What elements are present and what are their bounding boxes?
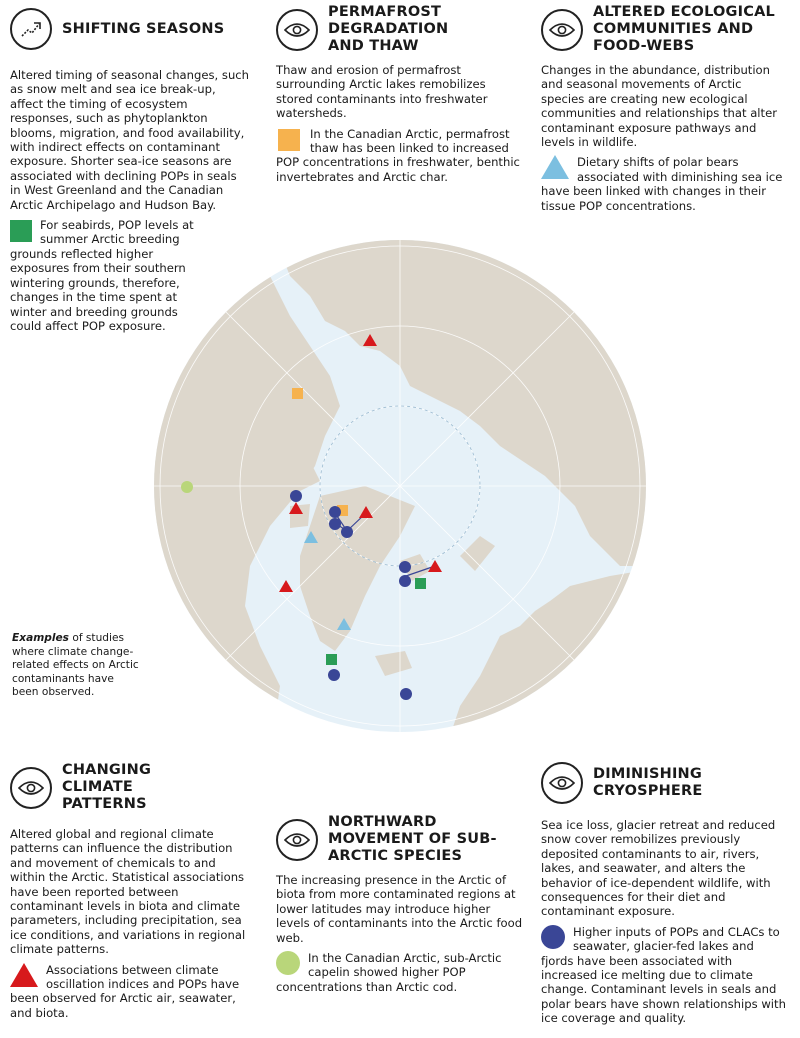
climate-patterns-body: Altered global and regional climate patterns can influence the distribution and movement of chemicals to and within the Arctic. Statistical associations have been reported between contaminant levels in biota and climate parameters, including precipitation, sea ice conditions, and variations in regional climate patterns. [10,827,246,957]
northward-movement-title: NORTHWARD MOVEMENT OF SUB-ARCTIC SPECIES [328,814,497,864]
eye-icon [541,9,583,51]
orange-square-marker [292,388,303,399]
eye-icon [10,767,52,809]
navy-circle-marker [541,925,565,949]
cryosphere-note [541,925,786,1026]
red-triangle-marker [10,963,38,987]
shifting-seasons-header [10,8,250,50]
altered-communities-header [541,4,786,55]
navy-circle-marker [328,669,340,681]
shifting-seasons-title: SHIFTING SEASONS [62,20,225,37]
northward-movement-note-text: In the Canadian Arctic, sub-Arctic capelin showed higher POP concentrations than Arctic cod. [276,951,502,994]
permafrost-title: PERMAFROST DEGRADATION AND THAW [328,4,449,54]
altered-communities-body: Changes in the abundance, distribution and seasonal movements of Arctic species are creating new ecological communities and relationships that alter contaminant exposure pathways and levels in wildlife. [541,63,777,150]
cryosphere-note-text: Higher inputs of POPs and CLACs to seawater, glacier-fed lakes and fjords have been associated with increased ice melting due to climate change. Contaminant levels in seals and polar bears have shown relationships with ice coverage and quality. [541,924,786,1026]
northward-movement-note [276,951,524,994]
permafrost-panel [276,4,521,184]
northward-movement-panel [276,814,524,994]
arctic-map [150,236,650,736]
climate-patterns-panel [10,762,250,1020]
cryosphere-header [541,762,786,804]
altered-communities-panel [541,4,786,213]
navy-circle-marker [329,506,341,518]
examples-caption-lead: Examples [12,632,69,644]
climate-patterns-note-text: Associations between climate oscillation indices and POPs have been observed for Arctic air, seawater, and biota. [10,962,240,1020]
permafrost-header [276,4,521,55]
northward-movement-header [276,814,524,865]
lightblue-triangle-marker [541,155,569,179]
climate-patterns-header [10,762,250,813]
navy-circle-marker [399,561,411,573]
navy-circle-marker [290,490,302,502]
altered-communities-note-text: Dietary shifts of polar bears associated with diminishing sea ice have been linked with changes in their tissue POP concentrations. [541,155,783,213]
cryosphere-panel [541,762,786,1026]
eye-icon [276,9,318,51]
navy-circle-marker [341,526,353,538]
navy-circle-marker [400,688,412,700]
green-square-marker [415,578,426,589]
shifting-seasons-note-text: For seabirds, POP levels at summer Arctic breeding grounds reflected higher exposures from their southern wintering grounds, therefore, changes in the time spent at winter and breeding grounds could affect POP exposure. [10,218,194,333]
permafrost-note-text: In the Canadian Arctic, permafrost thaw has been linked to increased POP concentrations in freshwater, benthic invertebrates and Arctic char. [276,126,520,184]
altered-communities-title: ALTERED ECOLOGICAL COMMUNITIES AND FOOD-WEBS [593,4,775,54]
navy-circle-marker [329,518,341,530]
examples-caption [12,632,142,700]
green-square-marker [10,220,32,242]
cryosphere-body: Sea ice loss, glacier retreat and reduced snow cover remobilizes previously deposited contaminants to air, rivers, lakes, and seawater, and alters the behavior of ice-dependent wildlife, with consequences for their diet and contaminant exposure. [541,818,776,919]
permafrost-body: Thaw and erosion of permafrost surrounding Arctic lakes remobilizes stored contaminants into freshwater watersheds. [276,63,488,121]
green-square-marker [326,654,337,665]
shifting-seasons-body: Altered timing of seasonal changes, such as snow melt and sea ice break-up, affect the timing of ecosystem responses, such as phytoplankton blooms, migration, and food availability, with indirect effects on contaminant exposure. Shorter sea-ice seasons are associated with declining POPs in seals in West Greenland and the Canadian Arctic Archipelago and Hudson Bay. [10,68,250,212]
permafrost-note [276,127,521,185]
altered-communities-note [541,155,786,213]
northward-movement-body: The increasing presence in the Arctic of biota from more contaminated regions at lower latitudes may introduce higher levels of contaminants into the Arctic food web. [276,873,523,945]
examples-caption-text: of studies where climate change-related effects on Arctic contaminants have been observed. [12,632,139,698]
orange-square-marker [278,129,300,151]
lime-circle-marker [181,481,193,493]
eye-icon [276,819,318,861]
lime-circle-marker [276,951,300,975]
eye-icon [541,762,583,804]
climate-patterns-note [10,963,250,1021]
cryosphere-title: DIMINISHING CRYOSPHERE [593,766,703,799]
graticule [154,240,646,732]
navy-circle-marker [399,575,411,587]
climate-patterns-title: CHANGING CLIMATE PATTERNS [62,762,152,812]
trend-up-icon [10,8,52,50]
